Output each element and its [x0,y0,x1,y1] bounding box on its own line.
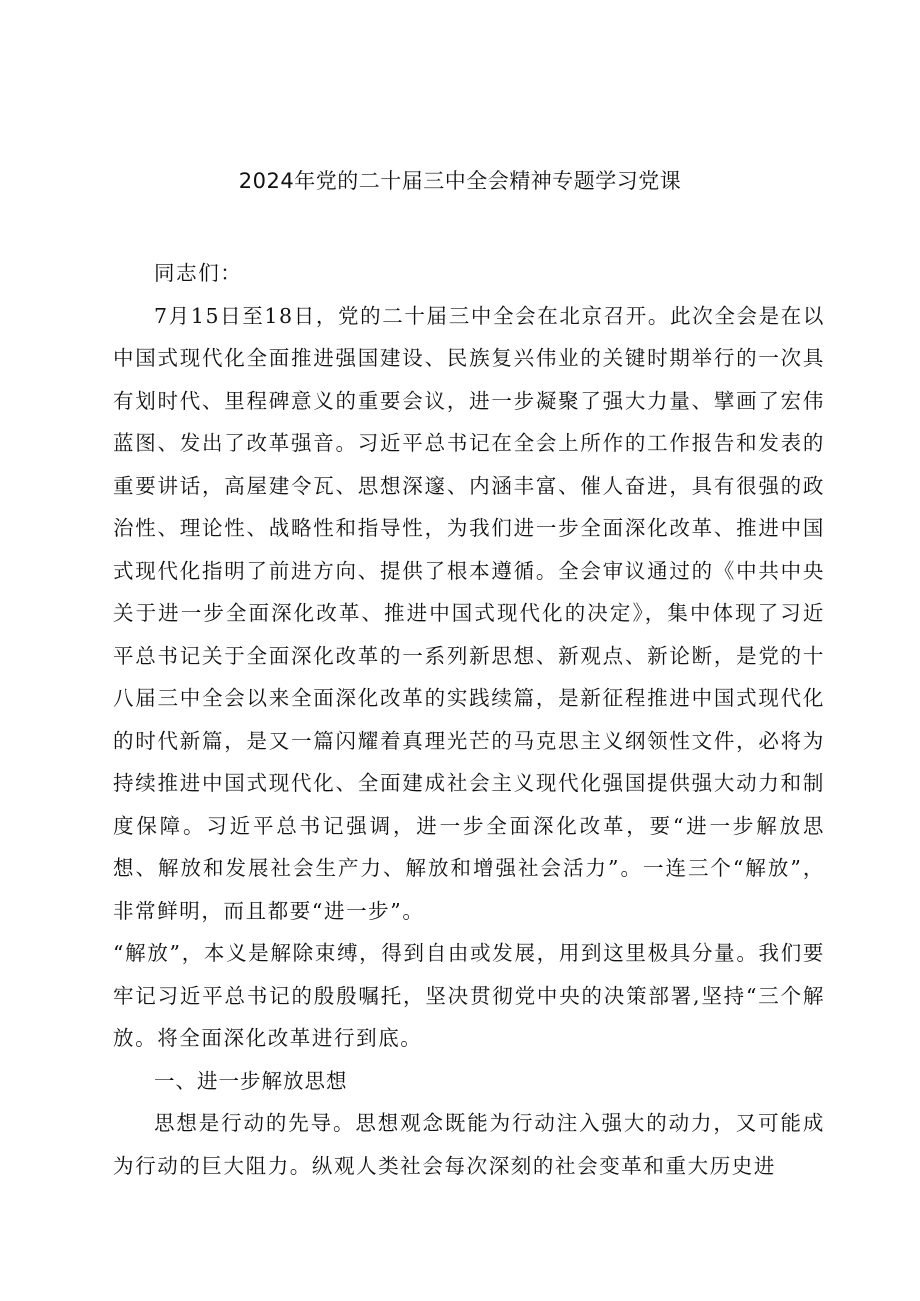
document-title: 2024年党的二十届三中全会精神专题学习党课 [238,169,682,193]
document-body [113,252,825,1187]
section-heading: 一、进一步解放思想 [154,1068,348,1093]
body-paragraph-1: 7月15日至18日，党的二十届三中全会在北京召开。此次全会是在以中国式现代化全面推进强国建设、民族复兴伟业的关键时期举行的一次具有划时代、里程碑意义的重要会议，进一步凝聚了强大力量、擘画了宏伟蓝图、发出了改革强音。习近平总书记在全会上所作的工作报告和发表的重要讲话，高屋建令瓦、思想深邃、内涵丰富、催人奋进，具有很强的政治性、理论性、战略性和指导性，为我们进一步全面深化改革、推进中国式现代化指明了前进方向、提供了根本遵循。全会审议通过的《中共中央关于进一步全面深化改革、推进中国式现代化的决定》，集中体现了习近平总书记关于全面深化改革的一系列新思想、新观点、新论断，是党的十八届三中全会以来全面深化改革的实践续篇，是新征程推进中国式现代化的时代新篇，是又一篇闪耀着真理光芒的马克思主义纲领性文件，必将为持续推进中国式现代化、全面建成社会主义现代化强国提供强大动力和制度保障。习近平总书记强调，进一步全面深化改革，要“进一步解放思想、解放和发展社会生产力、解放和增强社会活力”。一连三个“解放”，非常鲜明，而且都要“进一步”。 [113,303,825,923]
body-paragraph-2: “解放”，本义是解除束缚，得到自由或发展，用到这里极具分量。我们要牢记习近平总书记的殷殷嘱托，坚决贯彻党中央的决策部署,坚持“三个解放。将全面深化改革进行到底。 [113,941,825,1050]
greeting: 同志们： [154,261,243,285]
section-paragraph: 思想是行动的先导。思想观念既能为行动注入强大的动力，又可能成为行动的巨大阻力。纵观人类社会每次深刻的社会变革和重大历史进 [113,1111,825,1178]
